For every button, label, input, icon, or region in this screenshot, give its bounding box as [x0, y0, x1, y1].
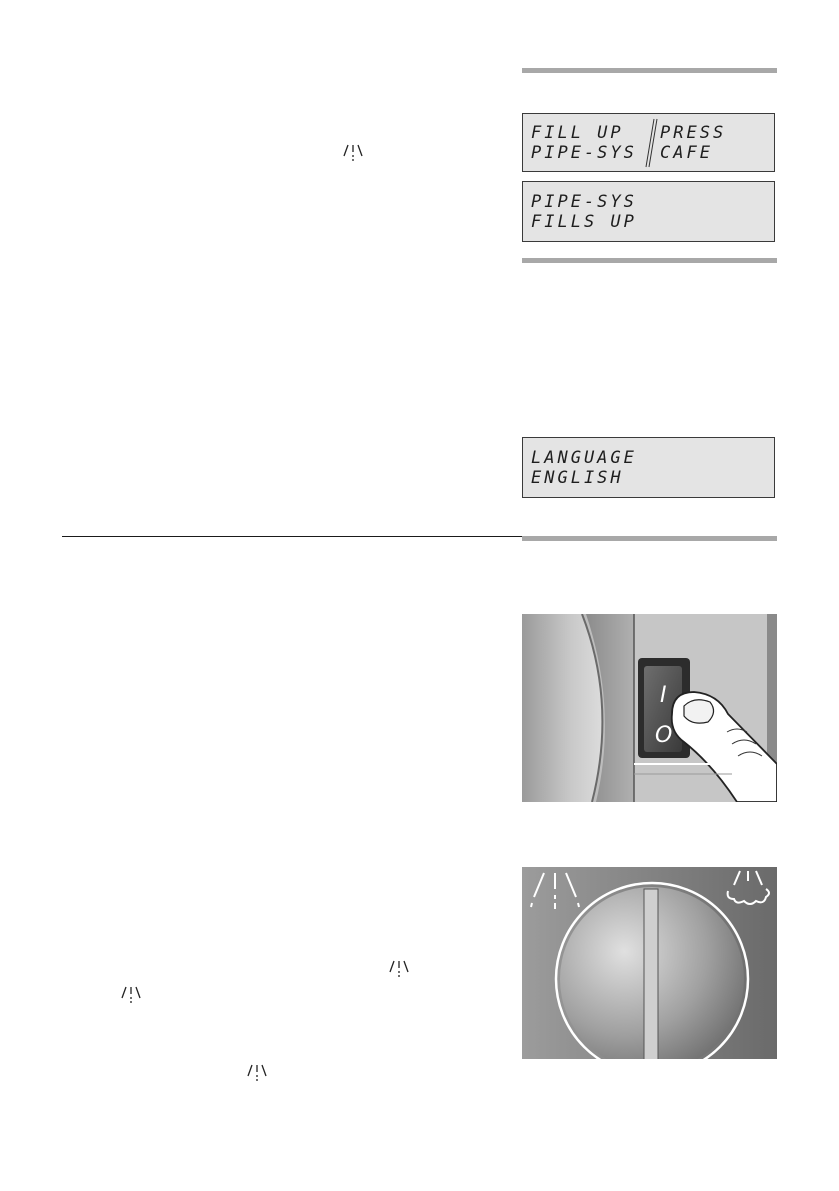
display-text: CAFE — [660, 143, 713, 163]
hot-water-icon — [118, 984, 144, 1006]
display-divider — [644, 118, 658, 168]
display-fill-pipe — [522, 113, 775, 172]
hot-water-icon — [244, 1062, 270, 1084]
display-text: FILL UP — [531, 123, 624, 143]
main-switch-illustration — [522, 614, 777, 802]
section-rule-lower — [522, 536, 777, 541]
section-divider — [62, 536, 522, 537]
main-switch-drawing — [522, 614, 777, 802]
display-pipe-fills — [522, 181, 775, 242]
selector-knob-illustration — [522, 867, 777, 1059]
display-text: PIPE-SYS — [531, 143, 637, 163]
section-rule-middle — [522, 258, 777, 263]
switch-on-mark: I — [660, 683, 667, 708]
hot-water-icon — [340, 142, 366, 164]
display-text: ENGLISH — [531, 468, 624, 488]
display-text: PRESS — [660, 123, 727, 143]
display-language — [522, 437, 775, 498]
display-text: PIPE-SYS — [531, 192, 637, 212]
section-rule-top — [522, 68, 777, 73]
hot-water-icon — [386, 958, 412, 980]
switch-off-mark: O — [655, 723, 673, 748]
display-text: FILLS UP — [531, 212, 637, 232]
display-text: LANGUAGE — [531, 448, 637, 468]
selector-knob-drawing — [522, 867, 777, 1059]
